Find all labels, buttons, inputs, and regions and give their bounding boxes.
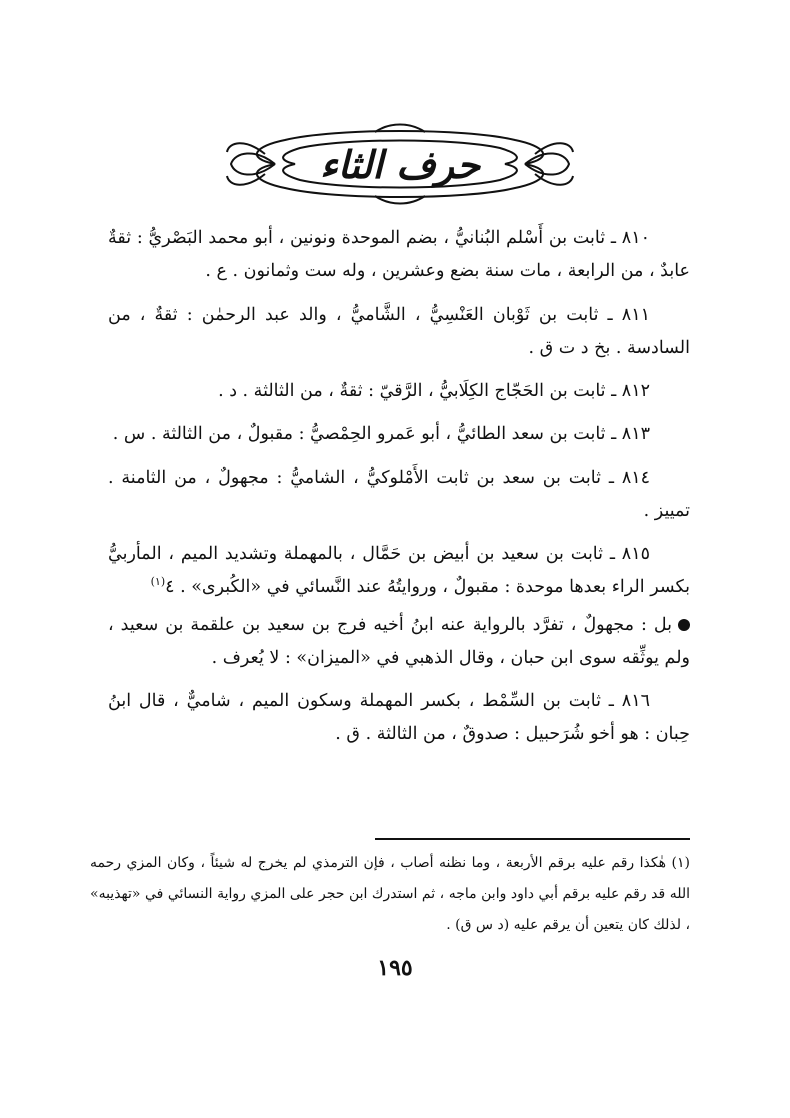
- editor-note: [108, 609, 690, 676]
- entry-814: ٨١٤ ـ ثابت بن سعد بن ثابت الأَمْلوكيُّ ، الشاميُّ : مجهولٌ ، من الثامنة . تمييز .: [108, 467, 690, 521]
- entry-811: ٨١١ ـ ثابت بن ثَوْبان العَنْسِيُّ ، الشَّاميُّ ، والد عبد الرحمٰن : ثقةٌ ، من السادسة . بخ د ت ق .: [108, 304, 690, 358]
- bullet-icon: [678, 619, 690, 631]
- footnote-divider: [375, 838, 690, 840]
- entry-813: ٨١٣ ـ ثابت بن سعد الطائيُّ ، أبو عَمرو الحِمْصيُّ : مقبولٌ ، من الثالثة . س .: [112, 424, 650, 445]
- entry-810: ٨١٠ ـ ثابت بن أَسْلم البُنانيُّ ، بضم الموحدة ونونين ، أبو محمد البَصْريُّ : ثقةٌ عابدٌ ، من الرابعة ، مات سنة بضع وعشرين ، وله ست وثمانون . ع .: [108, 228, 690, 282]
- page-number: ١٩٥: [377, 955, 413, 981]
- chapter-ornament: [225, 118, 575, 210]
- chapter-title: حرف الثاء: [319, 141, 481, 187]
- entry-815: [108, 538, 690, 605]
- entry-815-text: ٨١٥ ـ ثابت بن سعيد بن أبيض بن حَمَّال ، بالمهملة وتشديد الميم ، المأربيُّ بكسر الراء بعدها موحدة : مقبولٌ ، وروايتُهُ عند النَّسائي في «الكُبرى» .: [108, 544, 690, 598]
- editor-note-text: بل : مجهولٌ ، تفرَّد بالرواية عنه ابنُ أخيه فرج بن سعيد بن علقمة بن سعيد ، ولم يوثِّقه سوى ابن حبان ، وقال الذهبي في «الميزان» : لا يُعرف .: [108, 614, 690, 668]
- entry-816: ٨١٦ ـ ثابت بن السِّمْط ، بكسر المهملة وسكون الميم ، شاميٌّ ، قال ابنُ حِبان : هو أخو شُرَحبيل : صدوقٌ ، من الثالثة . ق .: [108, 691, 690, 745]
- footnote: (١) هٰكذا رقم عليه برقم الأربعة ، وما نظنه أصاب ، فإن الترمذي لم يخرج له شيئاً ، وكان المزي رحمه الله قد رقم عليه برقم أبي داود وابن ماجه ، ثم استدرك ابن حجر على المزي رواية النسائي في «تهذيبه» ، لذلك كان يتعين أن يرقم عليه (د س ق) .: [90, 855, 691, 933]
- entry-812: ٨١٢ ـ ثابت بن الحَجّاج الكِلَابيُّ ، الرَّقيّ : ثقةٌ ، من الثالثة . د .: [218, 381, 650, 401]
- entry-815-mark: ٤: [165, 577, 175, 598]
- entries-list: [108, 222, 690, 762]
- footnote-ref[interactable]: (١): [150, 575, 166, 589]
